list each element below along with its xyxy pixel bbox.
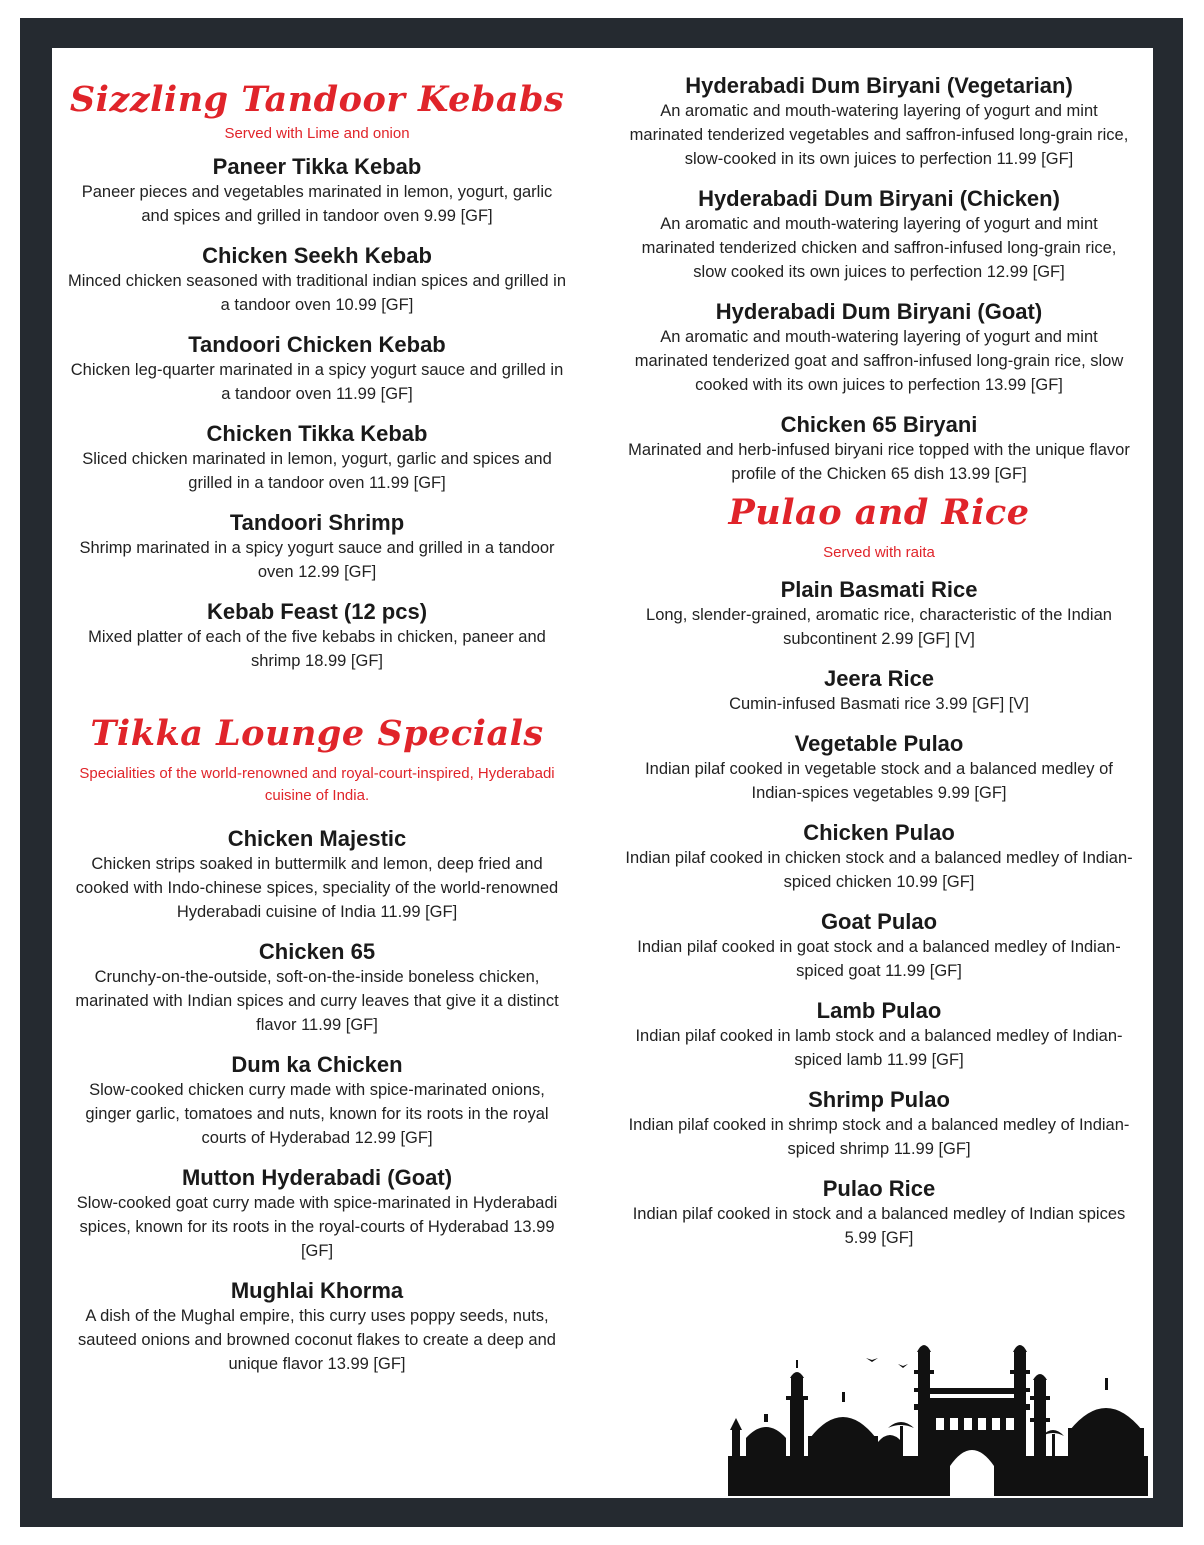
section-subtitle: Served with Lime and onion — [224, 125, 410, 142]
item-description: Long, slender-grained, aromatic rice, characteristic of the Indian subcontinent 2.99 [GF] [V] — [646, 606, 1112, 648]
menu-item — [624, 72, 1134, 171]
section-pulao-rice — [624, 492, 1134, 1250]
menu-item — [66, 242, 568, 317]
menu-item — [624, 1086, 1134, 1161]
item-description: A dish of the Mughal empire, this curry uses poppy seeds, nuts, sauteed onions and browned coconut flakes to create a deep and unique flavor 13.99 [GF] — [78, 1307, 556, 1373]
item-name: Hyderabadi Dum Biryani (Chicken) — [698, 186, 1060, 211]
item-name: Chicken Seekh Kebab — [202, 243, 432, 268]
item-description: Paneer pieces and vegetables marinated in lemon, yogurt, garlic and spices and grilled in tandoor oven 9.99 [GF] — [81, 183, 553, 225]
item-name: Mughlai Khorma — [230, 1278, 404, 1303]
section-subtitle: Served with raita — [823, 544, 935, 561]
menu-item — [624, 730, 1134, 805]
item-description: Indian pilaf cooked in goat stock and a balanced medley of Indian-spiced goat 11.99 [GF] — [637, 938, 1121, 980]
menu-item — [624, 908, 1134, 983]
section-tandoor-kebabs — [66, 48, 568, 673]
item-description: An aromatic and mouth-watering layering of yogurt and mint marinated tenderized chicken and saffron-infused long-grain rice, slow cooked its own juices to perfection 12.99 [GF] — [641, 215, 1117, 281]
item-name: Chicken Majestic — [227, 826, 407, 851]
item-name: Chicken Tikka Kebab — [206, 421, 428, 446]
item-description: Minced chicken seasoned with traditional indian spices and grilled in a tandoor oven 10.99 [GF] — [67, 272, 567, 314]
menu-item — [624, 997, 1134, 1072]
menu-item — [66, 825, 568, 924]
section-title: Sizzling Tandoor Kebabs — [69, 79, 565, 120]
item-name: Paneer Tikka Kebab — [212, 154, 422, 179]
menu-item — [624, 576, 1134, 651]
menu-item — [66, 1164, 568, 1263]
item-name: Kebab Feast (12 pcs) — [206, 599, 428, 624]
menu-item — [66, 509, 568, 584]
item-description: Marinated and herb-infused biryani rice topped with the unique flavor profile of the Chicken 65 dish 13.99 [GF] — [628, 441, 1130, 483]
section-title: Tikka Lounge Specials — [90, 713, 544, 754]
left-column — [66, 48, 568, 1376]
item-description: Mixed platter of each of the five kebabs in chicken, paneer and shrimp 18.99 [GF] — [88, 628, 546, 670]
item-name: Lamb Pulao — [816, 998, 942, 1023]
item-description: Indian pilaf cooked in vegetable stock and a balanced medley of Indian-spices vegetables 9.99 [GF] — [645, 760, 1113, 802]
item-name: Pulao Rice — [822, 1176, 936, 1201]
item-description: Chicken leg-quarter marinated in a spicy yogurt sauce and grilled in a tandoor oven 11.99 [GF] — [70, 361, 564, 403]
section-title: Pulao and Rice — [728, 492, 1030, 533]
menu-item — [66, 420, 568, 495]
item-description: Indian pilaf cooked in stock and a balanced medley of Indian spices 5.99 [GF] — [632, 1205, 1126, 1247]
hyderabad-skyline-silhouette-icon — [728, 1338, 1148, 1496]
item-name: Hyderabadi Dum Biryani (Vegetarian) — [685, 73, 1073, 98]
section-biryani — [624, 48, 1134, 486]
item-description: Indian pilaf cooked in shrimp stock and a balanced medley of Indian-spiced shrimp 11.99 [GF] — [628, 1116, 1130, 1158]
item-description: Crunchy-on-the-outside, soft-on-the-inside boneless chicken, marinated with Indian spices and curry leaves that give it a distinct flavor 11.99 [GF] — [75, 968, 559, 1034]
item-description: Shrimp marinated in a spicy yogurt sauce and grilled in a tandoor oven 12.99 [GF] — [79, 539, 555, 581]
menu-item — [624, 185, 1134, 284]
item-name: Vegetable Pulao — [794, 731, 964, 756]
menu-item — [624, 819, 1134, 894]
menu-page — [52, 48, 1153, 1498]
menu-item — [66, 1277, 568, 1376]
section-subtitle: Specialities of the world-renowned and royal-court-inspired, Hyderabadi cuisine of India. — [79, 765, 555, 804]
item-name: Mutton Hyderabadi (Goat) — [181, 1165, 453, 1190]
menu-item — [66, 938, 568, 1037]
item-name: Plain Basmati Rice — [780, 577, 978, 602]
item-name: Jeera Rice — [823, 666, 935, 691]
item-description: Indian pilaf cooked in chicken stock and a balanced medley of Indian-spiced chicken 10.99 [GF] — [625, 849, 1133, 891]
menu-item — [66, 331, 568, 406]
item-description: Indian pilaf cooked in lamb stock and a balanced medley of Indian-spiced lamb 11.99 [GF] — [635, 1027, 1123, 1069]
menu-item — [66, 153, 568, 228]
item-name: Hyderabadi Dum Biryani (Goat) — [715, 299, 1043, 324]
item-description: Chicken strips soaked in buttermilk and lemon, deep fried and cooked with Indo-chinese spices, speciality of the world-renowned Hyderabadi cuisine of India 11.99 [GF] — [75, 855, 559, 921]
item-name: Goat Pulao — [820, 909, 938, 934]
item-name: Chicken 65 Biryani — [780, 412, 978, 437]
item-description: Sliced chicken marinated in lemon, yogurt, garlic and spices and grilled in a tandoor oven 11.99 [GF] — [82, 450, 552, 492]
menu-item — [66, 1051, 568, 1150]
item-description: Slow-cooked goat curry made with spice-marinated in Hyderabadi spices, known for its roots in the royal-courts of Hyderabad 13.99 [GF] — [76, 1194, 558, 1260]
item-name: Tandoori Chicken Kebab — [188, 332, 446, 357]
item-name: Shrimp Pulao — [808, 1087, 950, 1112]
menu-item — [624, 298, 1134, 397]
item-name: Tandoori Shrimp — [229, 510, 405, 535]
item-name: Dum ka Chicken — [231, 1052, 403, 1077]
section-tikka-lounge-specials — [66, 713, 568, 1376]
menu-item — [624, 411, 1134, 486]
item-description: Slow-cooked chicken curry made with spice-marinated onions, ginger garlic, tomatoes and nuts, known for its roots in the royal courts of Hyderabad 12.99 [GF] — [85, 1081, 549, 1147]
item-name: Chicken Pulao — [803, 820, 955, 845]
item-description: An aromatic and mouth-watering layering of yogurt and mint marinated tenderized vegetables and saffron-infused long-grain rice, slow-cooked in its own juices to perfection 11.99 [GF] — [629, 102, 1129, 168]
right-column — [624, 48, 1134, 1250]
menu-item — [624, 1175, 1134, 1250]
item-description: Cumin-infused Basmati rice 3.99 [GF] [V] — [729, 695, 1029, 713]
item-name: Chicken 65 — [258, 939, 376, 964]
menu-item — [624, 665, 1134, 716]
item-description: An aromatic and mouth-watering layering of yogurt and mint marinated tenderized goat and saffron-infused long-grain rice, slow cooked with its own juices to perfection 13.99 [GF] — [634, 328, 1124, 394]
menu-item — [66, 598, 568, 673]
